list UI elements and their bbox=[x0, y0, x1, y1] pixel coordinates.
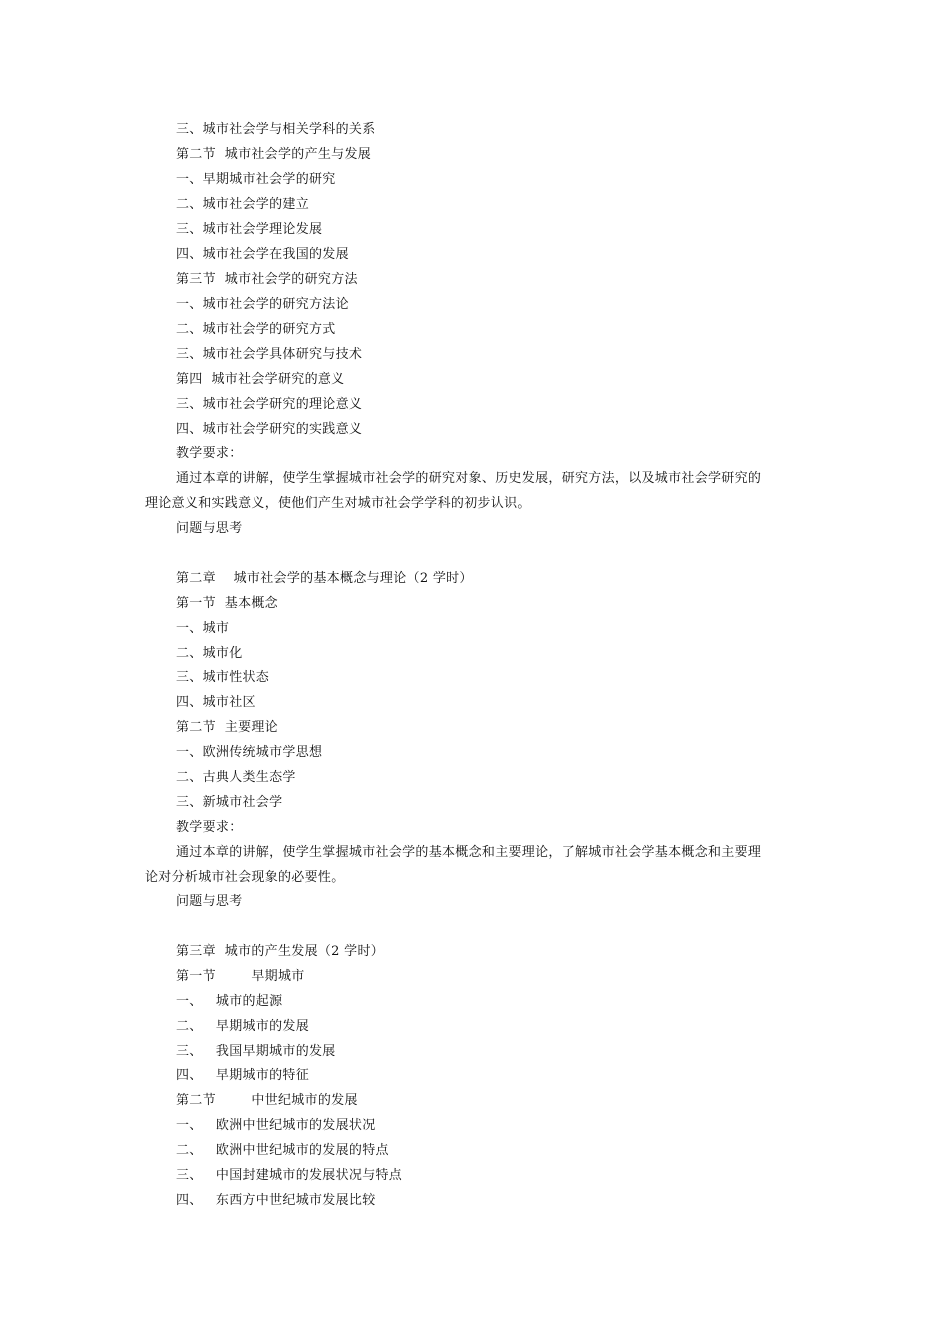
section-heading: 第三节 城市社会学的研究方法 bbox=[176, 272, 358, 287]
outline-line: 三、 中国封建城市的发展状况与特点 bbox=[176, 1168, 403, 1183]
section-heading: 第一节 基本概念 bbox=[176, 596, 278, 611]
section-heading: 第一节 早期城市 bbox=[176, 969, 305, 984]
outline-line: 四、城市社会学在我国的发展 bbox=[176, 247, 349, 262]
paragraph-line: 通过本章的讲解，使学生掌握城市社会学的研究对象、历史发展，研究方法，以及城市社会学研究的 bbox=[176, 471, 762, 486]
outline-line: 二、城市化 bbox=[176, 646, 243, 661]
chapter-heading: 第三章 城市的产生发展（2 学时） bbox=[176, 944, 385, 959]
section-heading: 第四 城市社会学研究的意义 bbox=[176, 372, 345, 387]
outline-line: 三、城市社会学研究的理论意义 bbox=[176, 397, 363, 412]
outline-line: 一、早期城市社会学的研究 bbox=[176, 172, 336, 187]
outline-line: 三、城市社会学理论发展 bbox=[176, 222, 323, 237]
teaching-requirements-paragraph bbox=[145, 840, 810, 890]
outline-line: 二、 欧洲中世纪城市的发展的特点 bbox=[176, 1143, 389, 1158]
outline-line: 三、城市社会学与相关学科的关系 bbox=[176, 122, 376, 137]
outline-line: 一、城市 bbox=[176, 621, 230, 636]
outline-line: 二、城市社会学的建立 bbox=[176, 197, 310, 212]
outline-line: 四、 早期城市的特征 bbox=[176, 1068, 309, 1083]
outline-line: 二、古典人类生态学 bbox=[176, 770, 296, 785]
section-heading: 第二节 城市社会学的产生与发展 bbox=[176, 147, 372, 162]
outline-line: 二、 早期城市的发展 bbox=[176, 1019, 309, 1034]
questions-heading: 问题与思考 bbox=[176, 521, 243, 536]
section-heading: 第二节 主要理论 bbox=[176, 720, 278, 735]
outline-line: 一、 城市的起源 bbox=[176, 994, 283, 1009]
outline-line: 四、 东西方中世纪城市发展比较 bbox=[176, 1193, 376, 1208]
outline-line: 四、城市社会学研究的实践意义 bbox=[176, 422, 363, 437]
section-heading: 第二节 中世纪城市的发展 bbox=[176, 1093, 358, 1108]
outline-line: 一、欧洲传统城市学思想 bbox=[176, 745, 323, 760]
outline-line: 一、城市社会学的研究方法论 bbox=[176, 297, 349, 312]
teaching-requirements-label: 教学要求： bbox=[176, 446, 243, 461]
outline-line: 三、城市性状态 bbox=[176, 670, 270, 685]
chapter-heading: 第二章 城市社会学的基本概念与理论（2 学时） bbox=[176, 571, 473, 586]
outline-line: 三、新城市社会学 bbox=[176, 795, 283, 810]
teaching-requirements-label: 教学要求： bbox=[176, 820, 243, 835]
outline-line: 四、城市社区 bbox=[176, 695, 256, 710]
teaching-requirements-paragraph bbox=[145, 466, 810, 516]
outline-line: 二、城市社会学的研究方式 bbox=[176, 322, 336, 337]
questions-heading: 问题与思考 bbox=[176, 894, 243, 909]
outline-line: 三、城市社会学具体研究与技术 bbox=[176, 347, 363, 362]
paragraph-line: 论对分析城市社会现象的必要性。 bbox=[145, 870, 345, 885]
outline-line: 一、 欧洲中世纪城市的发展状况 bbox=[176, 1118, 376, 1133]
paragraph-line: 通过本章的讲解，使学生掌握城市社会学的基本概念和主要理论，了解城市社会学基本概念和主要理 bbox=[176, 845, 762, 860]
outline-line: 三、 我国早期城市的发展 bbox=[176, 1044, 336, 1059]
paragraph-line: 理论意义和实践意义，使他们产生对城市社会学学科的初步认识。 bbox=[145, 496, 531, 511]
